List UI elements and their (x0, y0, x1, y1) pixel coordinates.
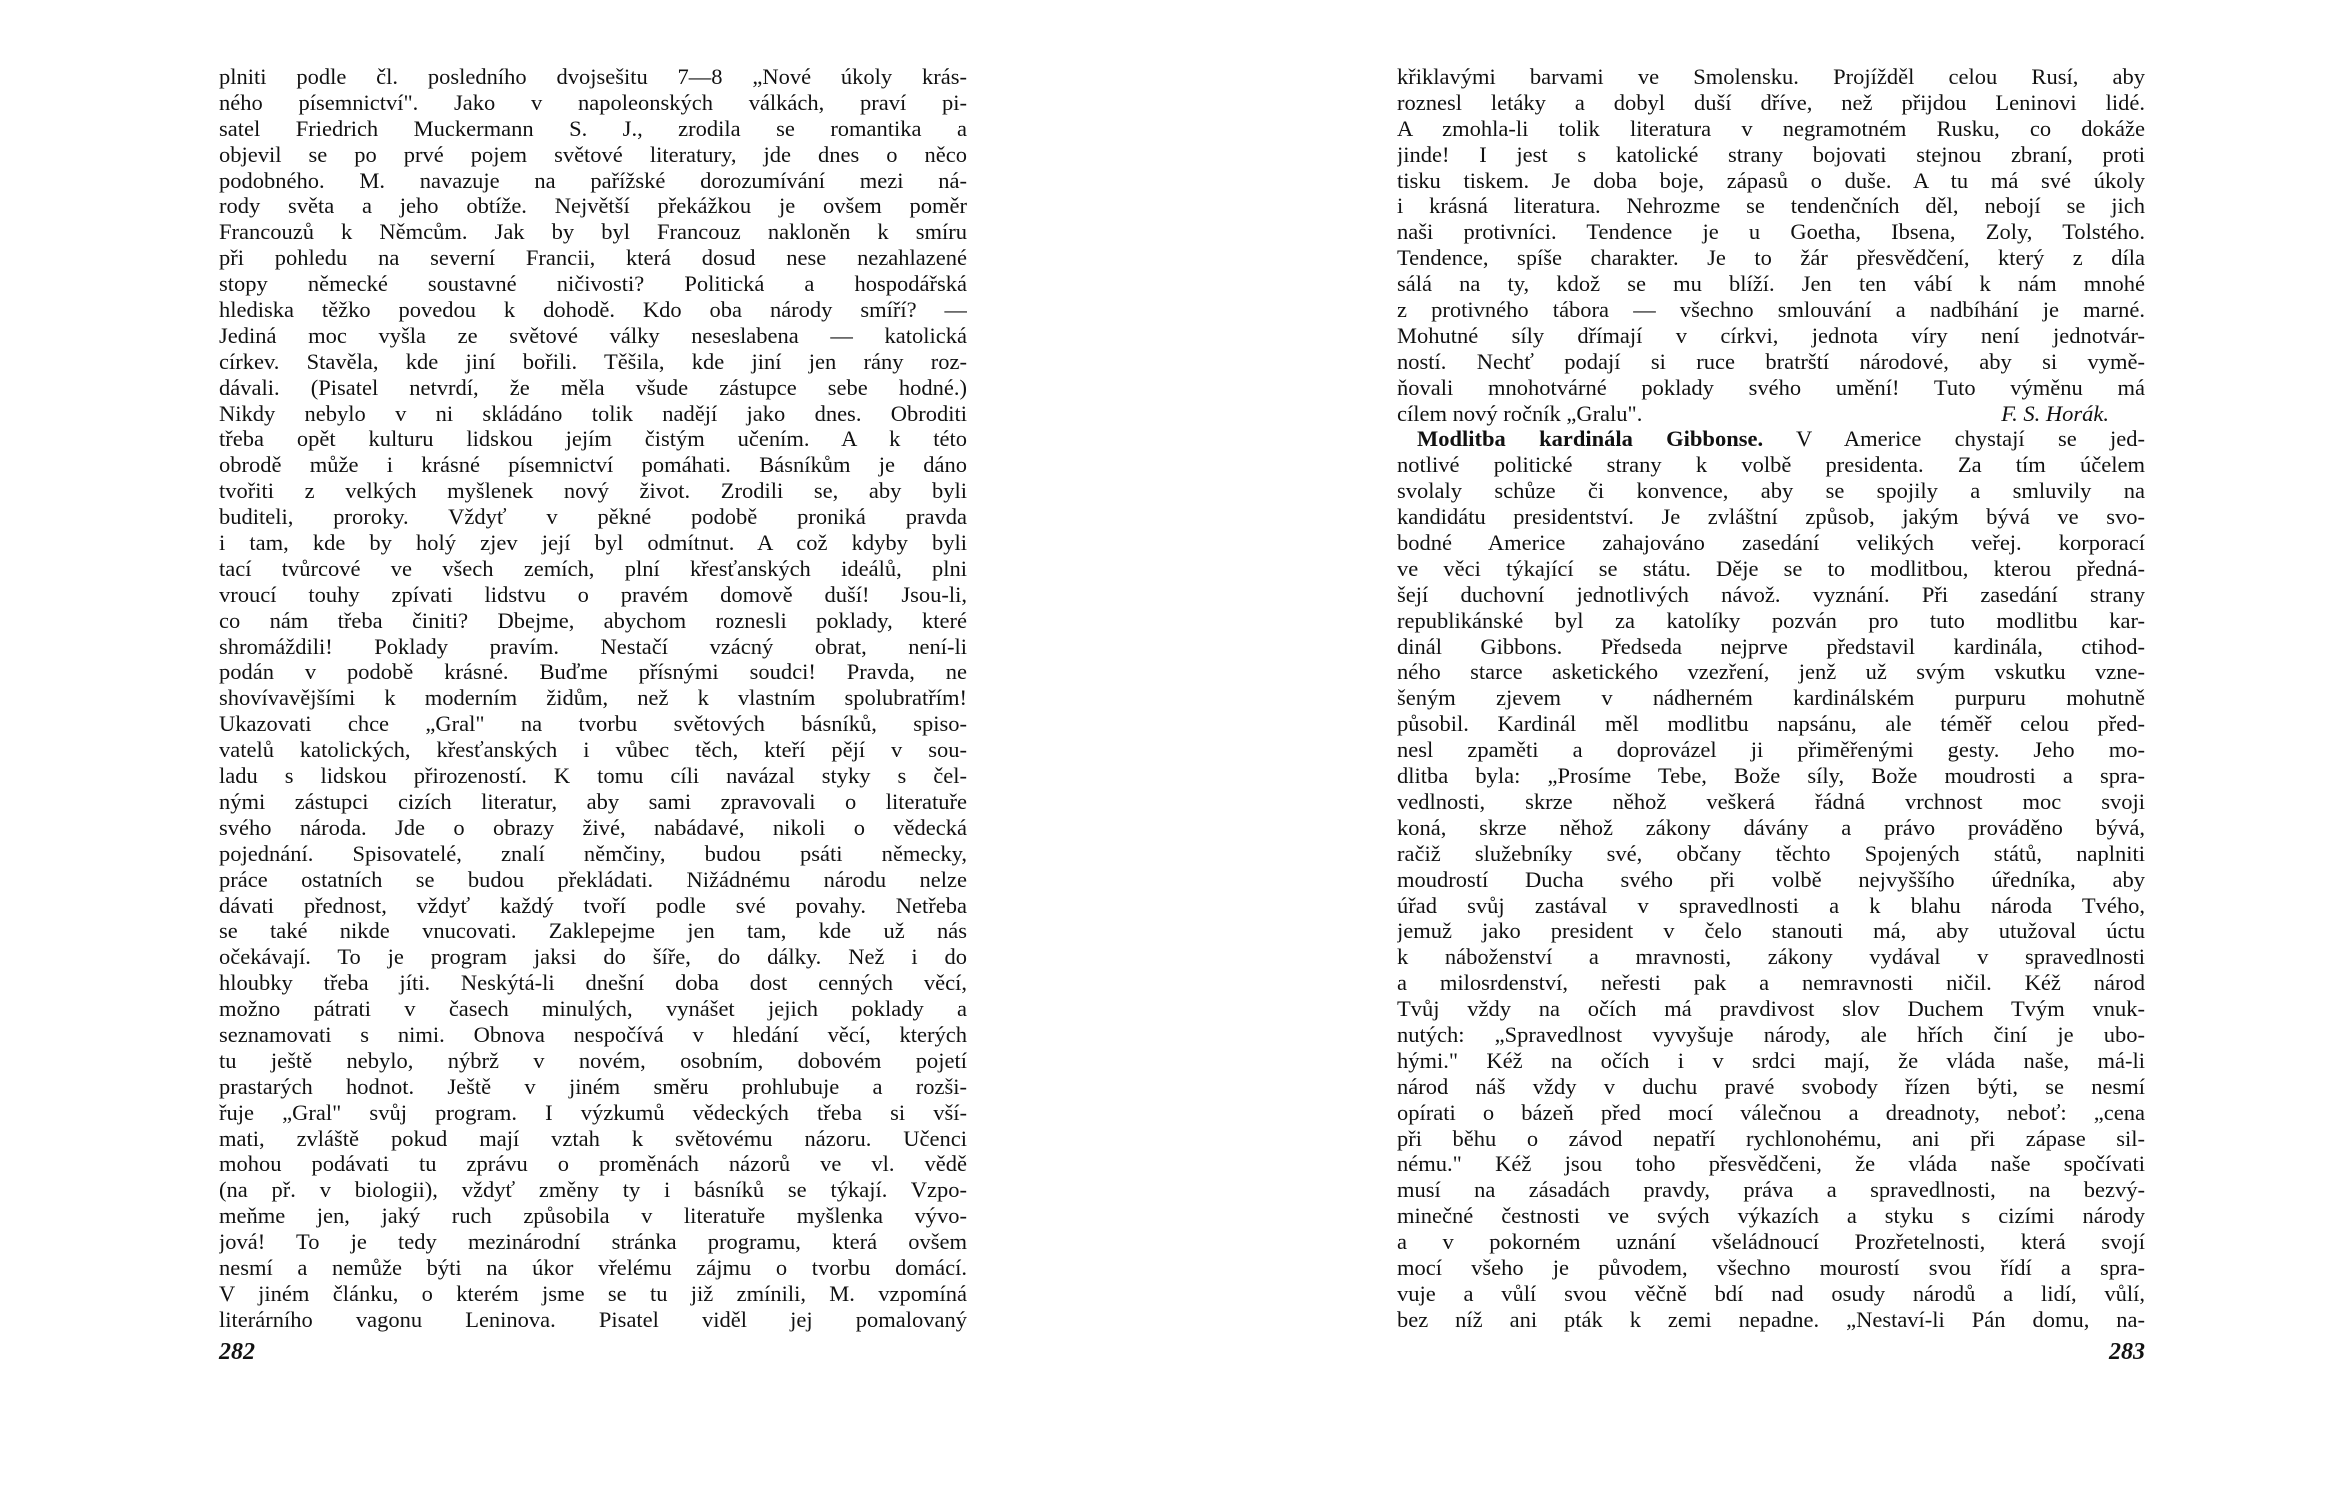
text-fragment: cílem nový ročník „Gralu". (1397, 400, 1643, 426)
author-signature: F. S. Horák. (2001, 400, 2109, 426)
text-line: k náboženství a mravnosti, zákony vydával v spravedlnosti (1397, 944, 2145, 970)
left-page (219, 64, 967, 1369)
text-line: šeným zjevem v nádherném kardinálském purpuru mohutně (1397, 685, 2145, 711)
text-line: tu ještě nebylo, nýbrž v novém, osobním, dobovém pojetí (219, 1047, 967, 1073)
text-line: sálá na ty, kdož se mu blíží. Jen ten vábí k nám mnohé (1397, 271, 2145, 297)
text-line: řuje „Gral" svůj program. I výzkumů vědeckých třeba si vší- (219, 1099, 967, 1125)
text-line: Mohutné síly dřímají v církvi, jednota víry není jednotvár- (1397, 322, 2145, 348)
text-line: při pohledu na severní Francii, která dosud nese nezahlazené (219, 245, 967, 271)
text-line: minečné čestnosti ve svých výkazích a styku s cizími národy (1397, 1203, 2145, 1229)
section-heading: Modlitba kardinála Gibbonse. (1417, 426, 1764, 452)
text-line: prastarých hodnot. Ještě v jiném směru prohlubuje a rozši- (219, 1073, 967, 1099)
text-line: mohou podávati tu zprávu o proměnách názorů ve vl. vědě (219, 1151, 967, 1177)
text-line: z protivného tábora — všechno smlouvání a nadbíhání je marné. (1397, 297, 2145, 323)
text-line: národ náš vždy v duchu pravé svobody řízen býti, se nesmí (1397, 1073, 2145, 1099)
text-line: Jediná moc vyšla ze světové války neseslabena — katolická (219, 322, 967, 348)
text-line: tací tvůrcové ve všech zemích, plní křesťanských ideálů, plni (219, 555, 967, 581)
right-page (1397, 64, 2145, 1369)
text-line: vroucí touhy zpívati lidstvu o pravém domově duší! Jsou-li, (219, 581, 967, 607)
text-line: ností. Nechť podají si ruce bratrští národové, aby si vymě- (1397, 348, 2145, 374)
text-line: dávati přednost, vždyť každý tvoří podle své povahy. Netřeba (219, 892, 967, 918)
text-line: Tvůj vždy na očích má pravdivost slov Duchem Tvým vnuk- (1397, 996, 2145, 1022)
text-line: mati, zvláště pokud mají vztah k světovému názoru. Učenci (219, 1125, 967, 1151)
text-line (1397, 401, 2145, 427)
text-line: nými zástupci cizích literatur, aby sami zpravovali o literatuře (219, 788, 967, 814)
text-line: seznamovati s nimi. Obnova nespočívá v hledání věcí, kterých (219, 1021, 967, 1047)
text-line: dlitba byla: „Prosíme Tebe, Bože síly, Bože moudrosti a spra- (1397, 763, 2145, 789)
text-line: Tendence, spíše charakter. Je to žár přesvědčení, který z díla (1397, 245, 2145, 271)
text-line: očekávají. To je program jaksi do šíře, do dálky. Než i do (219, 944, 967, 970)
text-line: svého národa. Jde o obrazy živé, nabádavé, nikoli o vědecká (219, 814, 967, 840)
text-line: hloubky třeba jíti. Neskýtá-li dnešní doba dost cenných věcí, (219, 970, 967, 996)
text-line: bez níž ani pták k zemi nepadne. „Nestaví-li Pán domu, na- (1397, 1306, 2145, 1332)
text-line: a v pokorném uznání všeládnoucí Prozřetelnosti, která svojí (1397, 1229, 2145, 1255)
text-line: nesl zpaměti a doprovázel ji přiměřenými gesty. Jeho mo- (1397, 737, 2145, 763)
text-line: republikánské byl za katolíky pozván pro tuto modlitbu kar- (1397, 607, 2145, 633)
text-line: objevil se po prvé pojem světové literatury, jde dnes o něco (219, 141, 967, 167)
text-line: dávali. (Pisatel netvrdí, že měla všude zástupce sebe hodné.) (219, 374, 967, 400)
page-number: 283 (2109, 1338, 2145, 1365)
text-line: Francouzů k Němcům. Jak by byl Francouz nakloněn k smíru (219, 219, 967, 245)
text-line: mocí všeho je původem, všechno mourostí svou řídí a spra- (1397, 1254, 2145, 1280)
text-line: jinde! I jest s katolické strany bojovati stejnou zbraní, proti (1397, 141, 2145, 167)
text-line: jová! To je tedy mezinárodní stránka programu, která ovšem (219, 1229, 967, 1255)
text-line: Ukazovati chce „Gral" na tvorbu světových básníků, spiso- (219, 711, 967, 737)
text-line: nému." Kéž jsou toho přesvědčeni, že vláda naše spočívati (1397, 1151, 2145, 1177)
text-line: Modlitba kardinála Gibbonse. V Americe chystají se jed- (1417, 426, 2145, 452)
text-line: naši protivníci. Tendence je u Goetha, Ibsena, Zoly, Tolstého. (1397, 219, 2145, 245)
text-line: ného starce asketického vzezření, jenž už svým vskutku vzne- (1397, 659, 2145, 685)
text-line: notlivé politické strany k volbě presidenta. Za tím účelem (1397, 452, 2145, 478)
text-line: literárního vagonu Leninova. Pisatel viděl jej pomalovaný (219, 1306, 967, 1332)
text-line: roznesl letáky a dobyl duší dříve, než přijdou Leninovi lidé. (1397, 89, 2145, 115)
text-line: svolaly schůze či konvence, aby se spojily a smluvily na (1397, 478, 2145, 504)
text-line: šejí duchovní jednotlivých návož. vyznání. Při zasedání strany (1397, 581, 2145, 607)
text-line: pojednání. Spisovatelé, znalí němčiny, budou psáti německy, (219, 840, 967, 866)
text-line: V jiném článku, o kterém jsme se tu již zmínili, M. vzpomíná (219, 1280, 967, 1306)
text-line: vatelů katolických, křesťanských i vůbec těch, kteří pějí v sou- (219, 737, 967, 763)
page-number: 282 (219, 1338, 255, 1365)
text-line: koná, skrze něhož zákony dávány a právo prováděno bývá, (1397, 814, 2145, 840)
text-line: obrodě může i krásné písemnictví pomáhati. Básníkům je dáno (219, 452, 967, 478)
text-line: opírati o bázeň před mocí válečnou a dreadnoty, neboť: „cena (1397, 1099, 2145, 1125)
text-line: se také nikde vnucovati. Zaklepejme jen tam, kde už nás (219, 918, 967, 944)
text-line: ladu s lidskou přirozeností. K tomu cíli navázal styky s čel- (219, 763, 967, 789)
text-line: stopy německé soustavné ničivosti? Politická a hospodářská (219, 271, 967, 297)
text-line: třeba opět kulturu lidskou jejím čistým učením. A k této (219, 426, 967, 452)
text-line: podobného. M. navazuje na pařížské dorozumívání mezi ná- (219, 167, 967, 193)
text-line: křiklavými barvami ve Smolensku. Projížděl celou Rusí, aby (1397, 64, 2145, 89)
text-line: shovívavějšími k moderním židům, než k vlastním spolubratřím! (219, 685, 967, 711)
text-line: ňovali mnohotvárné poklady svého umění! Tuto výměnu má (1397, 374, 2145, 400)
text-line: možno pátrati v časech minulých, vynášet jejich poklady a (219, 996, 967, 1022)
text-line: hlediska těžko povedou k dohodě. Kdo oba národy smíří? — (219, 297, 967, 323)
text-line: jemuž jako president v čelo stanouti má, aby utužoval úctu (1397, 918, 2145, 944)
text-line: ve věci týkající se státu. Děje se to modlitbou, kterou předná- (1397, 555, 2145, 581)
text-line: meňme jen, jaký ruch způsobila v literatuře myšlenka vývo- (219, 1203, 967, 1229)
text-line: při běhu o závod nepatří rychlonohému, ani při zápase sil- (1397, 1125, 2145, 1151)
text-line: co nám třeba činiti? Dbejme, abychom roznesli poklady, které (219, 607, 967, 633)
text-line: vedlnosti, skrze něhož veškerá řádná vrchnost moc svoji (1397, 788, 2145, 814)
text-line: i tam, kde by holý zjev její byl odmítnut. A což kdyby byli (219, 530, 967, 556)
text-line: vuje a vůlí svou věčně bdí nad osudy národů a lidí, vůlí, (1397, 1280, 2145, 1306)
text-line: práce ostatních se budou překládati. Nižádnému národu nelze (219, 866, 967, 892)
text-line: podán v podobě krásné. Buďme přísnými soudci! Pravda, ne (219, 659, 967, 685)
text-line: tvořiti z velkých myšlenek nový život. Zrodili se, aby byli (219, 478, 967, 504)
text-line: ného písemnictví". Jako v napoleonských válkách, praví pi- (219, 89, 967, 115)
text-line: račiž služebníky své, občany těchto Spojených států, naplniti (1397, 840, 2145, 866)
text-line: satel Friedrich Muckermann S. J., zrodila se romantika a (219, 115, 967, 141)
text-line: dinál Gibbons. Předseda nejprve představil kardinála, ctihod- (1397, 633, 2145, 659)
text-line: kandidátu presidentství. Je zvláštní způsob, jakým bývá ve svo- (1397, 504, 2145, 530)
text-line: bodné Americe zahajováno zasedání velikých veřej. korporací (1397, 530, 2145, 556)
text-line: Nikdy nebylo v ni skládáno tolik nadějí jako dnes. Obroditi (219, 400, 967, 426)
text-line: (na př. v biologii), vždyť změny ty i básníků se týkají. Vzpo- (219, 1177, 967, 1203)
text-line: nesmí a nemůže býti na úkor vřelému zájmu o tvorbu domácí. (219, 1254, 967, 1280)
text-line: církev. Stavěla, kde jiní bořili. Těšila, kde jiní jen rány roz- (219, 348, 967, 374)
text-line: hými." Kéž na očích i v srdci mají, že vláda naše, má-li (1397, 1047, 2145, 1073)
text-line: působil. Kardinál měl modlitbu napsánu, ale téměř celou před- (1397, 711, 2145, 737)
text-line: úřad svůj zastával v spravedlnosti a k blahu národa Tvého, (1397, 892, 2145, 918)
text-line: nutých: „Spravedlnost vyvyšuje národy, ale hřích činí je ubo- (1397, 1021, 2145, 1047)
text-line: rody světa a jeho obtíže. Největší překážkou je ovšem poměr (219, 193, 967, 219)
text-line: plniti podle čl. posledního dvojsešitu 7—8 „Nové úkoly krás- (219, 64, 967, 89)
text-line: shromáždili! Poklady pravím. Nestačí vzácný obrat, není-li (219, 633, 967, 659)
text-line: musí na zásadách pravdy, práva a spravedlnosti, na bezvý- (1397, 1177, 2145, 1203)
text-line: A zmohla-li tolik literatura v negramotném Rusku, co dokáže (1397, 115, 2145, 141)
text-line: buditeli, proroky. Vždyť v pěkné podobě proniká pravda (219, 504, 967, 530)
text-line: a milosrdenství, neřesti pak a nemravnosti ničil. Kéž národ (1397, 970, 2145, 996)
text-line: i krásná literatura. Nehrozme se tendenčních děl, nebojí se jich (1397, 193, 2145, 219)
text-line: moudrostí Ducha svého při volbě nejvyššího úředníka, aby (1397, 866, 2145, 892)
text-line: tisku tiskem. Je doba boje, zápasů o duše. A tu má své úkoly (1397, 167, 2145, 193)
